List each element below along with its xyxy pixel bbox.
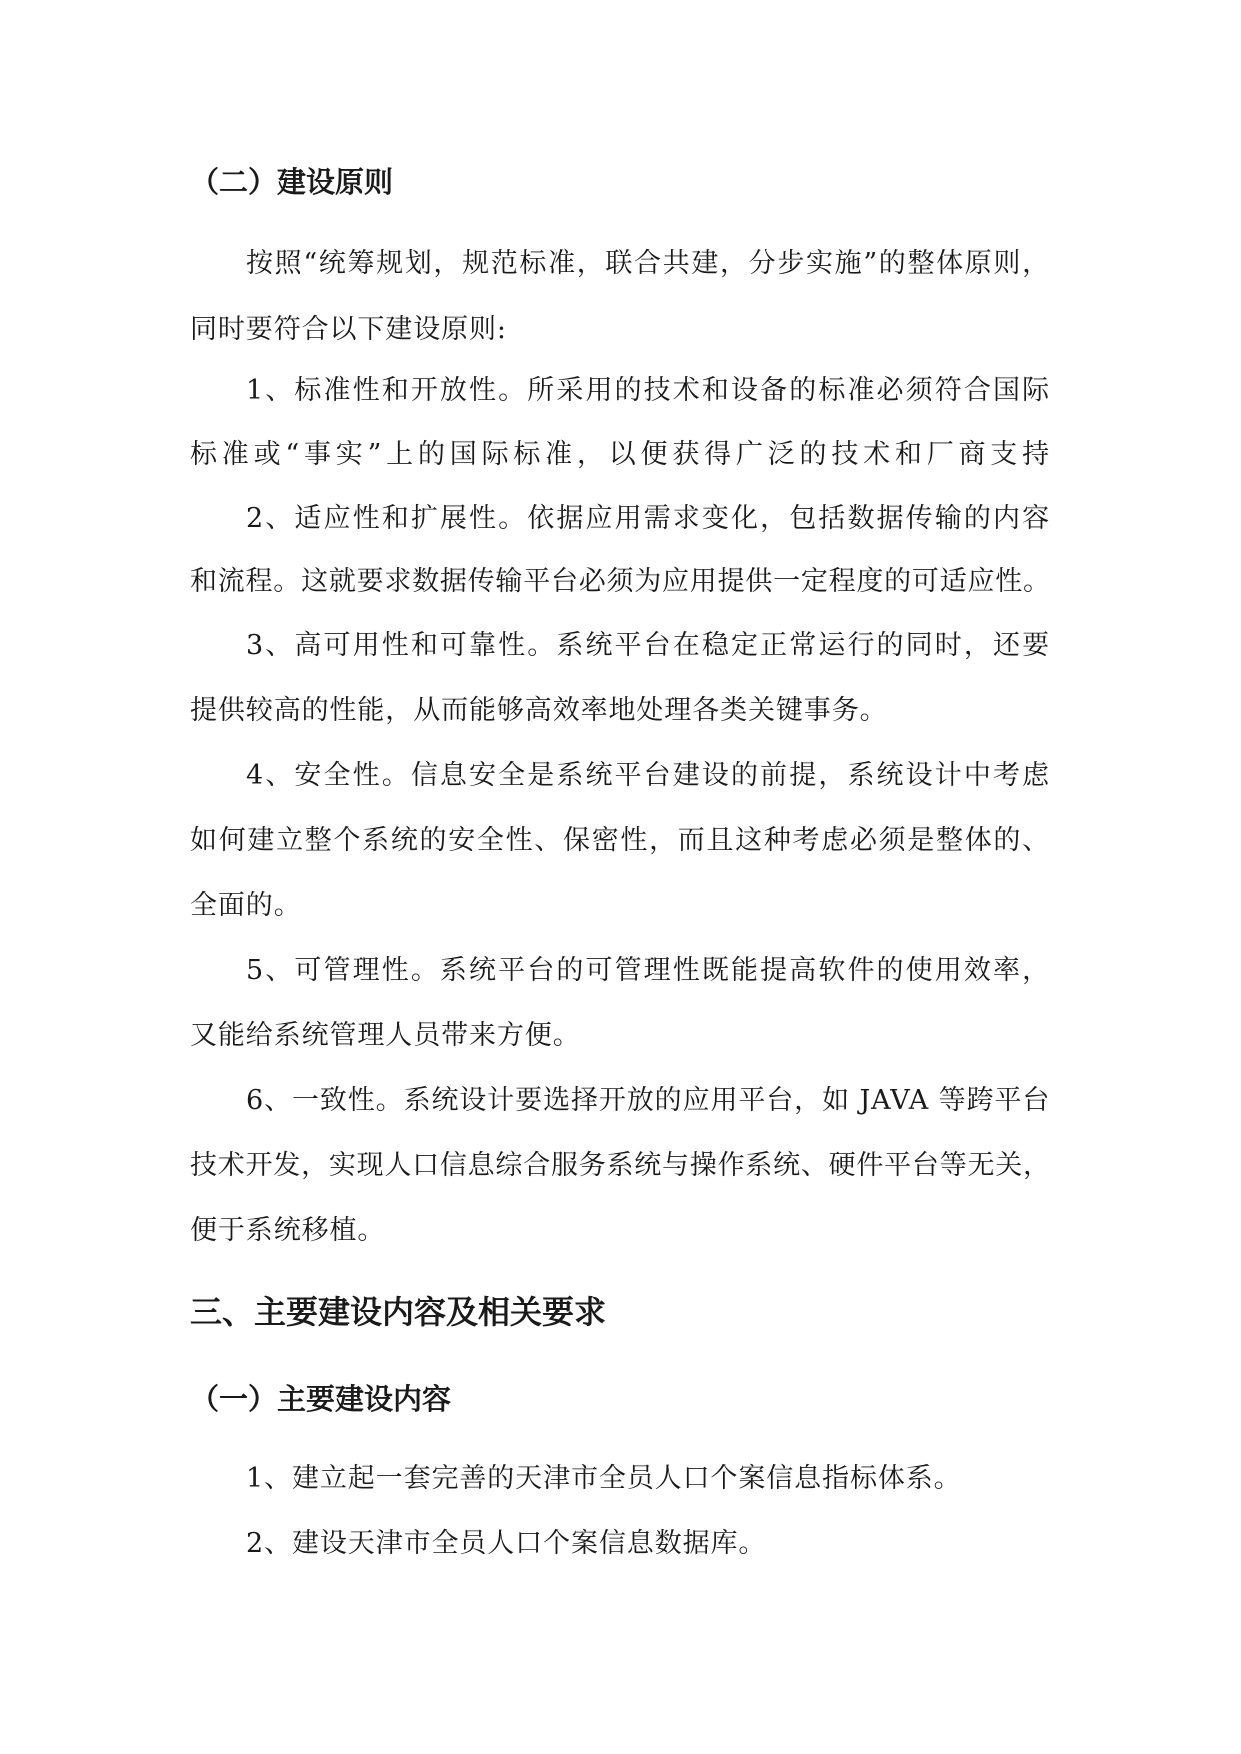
section-heading-main-contents: （一）主要建设内容 (190, 1382, 452, 1416)
principle-1-line-1: 1、标准性和开放性。所采用的技术和设备的标准必须符合国际 (246, 375, 1050, 406)
principle-3-line-2: 提供较高的性能，从而能够高效率地处理各类关键事务。 (190, 695, 888, 726)
chapter-heading-main-contents: 三、主要建设内容及相关要求 (190, 1293, 607, 1331)
principle-2-line-1: 2、适应性和扩展性。依据应用需求变化，包括数据传输的内容 (246, 503, 1050, 534)
content-item-2: 2、建设天津市全员人口个案信息数据库。 (246, 1528, 767, 1559)
principle-6-line-2: 技术开发，实现人口信息综合服务系统与操作系统、硬件平台等无关， (190, 1150, 1050, 1181)
intro-line-2: 同时要符合以下建设原则: (190, 314, 507, 345)
content-item-1: 1、建立起一套完善的天津市全员人口个案信息指标体系。 (246, 1463, 962, 1494)
principle-5-line-1: 5、可管理性。系统平台的可管理性既能提高软件的使用效率， (246, 955, 1050, 986)
principle-4-line-2: 如何建立整个系统的安全性、保密性，而且这种考虑必须是整体的、 (190, 825, 1050, 856)
principle-3-line-1: 3、高可用性和可靠性。系统平台在稳定正常运行的同时，还要 (246, 630, 1050, 661)
principle-2-line-2: 和流程。这就要求数据传输平台必须为应用提供一定程度的可适应性。 (190, 566, 1050, 597)
principle-5-line-2: 又能给系统管理人员带来方便。 (190, 1020, 581, 1051)
section-heading-principles: （二）建设原则 (190, 165, 394, 199)
intro-line-1: 按照“统筹规划，规范标准，联合共建，分步实施”的整体原则， (246, 248, 1050, 279)
principle-1-line-2: 标准或“事实”上的国际标准，以便获得广泛的技术和厂商支持 (190, 439, 1050, 470)
principle-6-line-1: 6、一致性。系统设计要选择开放的应用平台，如 JAVA 等跨平台 (246, 1085, 1051, 1116)
principle-4-line-1: 4、安全性。信息安全是系统平台建设的前提，系统设计中考虑 (246, 760, 1050, 791)
principle-6-line-3: 便于系统移植。 (190, 1215, 386, 1246)
principle-4-line-3: 全面的。 (190, 890, 302, 921)
